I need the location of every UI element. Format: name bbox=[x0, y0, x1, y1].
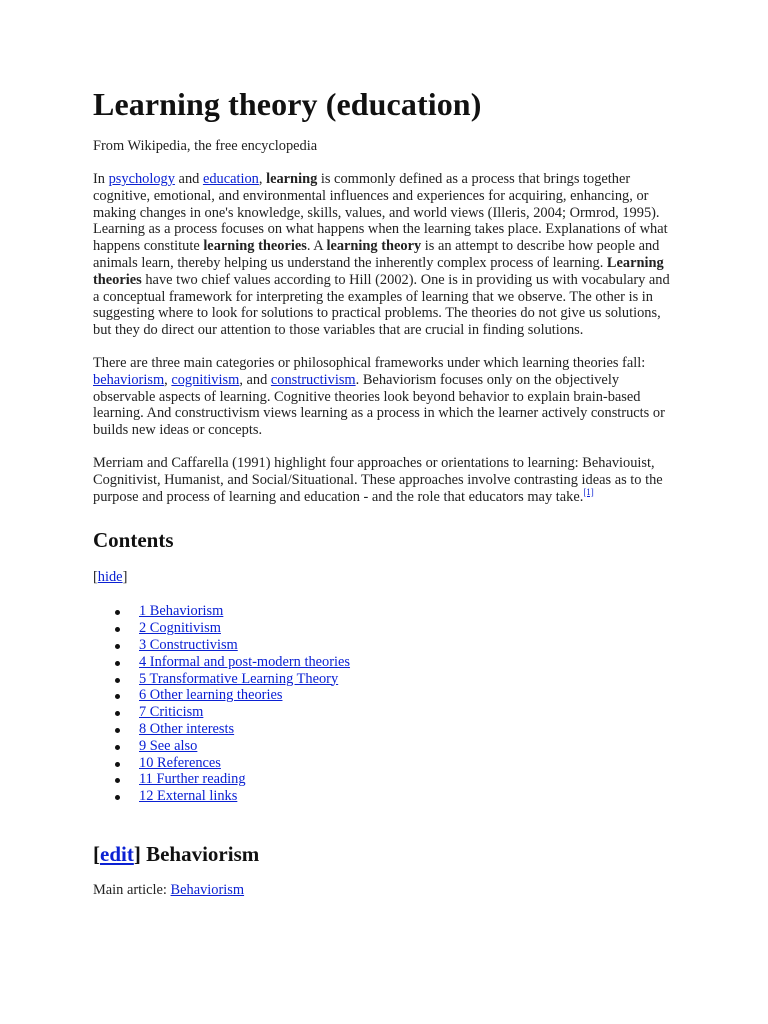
bold-term: learning bbox=[266, 171, 318, 187]
bold-term: Learning theories bbox=[93, 254, 664, 288]
text-run: , bbox=[258, 171, 267, 187]
main-article-link[interactable]: Behaviorism bbox=[170, 881, 245, 898]
text-run: Merriam and Caffarella (1991) highlight four approaches or orientations to learning: Behaviouist, Cognitivist, Humanist, and Social/Situational. These approaches involve contrasting ideas as to the purpose and process of learning and education - and the role that educators may take. bbox=[93, 454, 663, 505]
table-of-contents bbox=[93, 603, 675, 805]
bullet-icon bbox=[115, 728, 120, 733]
intro-paragraph-3 bbox=[93, 455, 675, 505]
toc-link-informal-postmodern[interactable]: 4 Informal and post-modern theories bbox=[139, 653, 351, 670]
site-tagline: From Wikipedia, the free encyclopedia bbox=[93, 138, 318, 154]
section-title: Behaviorism bbox=[140, 841, 260, 866]
toc-item bbox=[93, 704, 675, 721]
toc-item bbox=[93, 620, 675, 637]
bold-term: learning theory bbox=[326, 238, 422, 255]
toc-link-other-interests[interactable]: 8 Other interests bbox=[139, 720, 235, 737]
toc-item bbox=[93, 637, 675, 654]
bullet-icon bbox=[115, 778, 120, 783]
text-run: In bbox=[93, 171, 109, 187]
toc-link-see-also[interactable]: 9 See also bbox=[139, 737, 198, 754]
toc-item bbox=[93, 687, 675, 704]
bullet-icon bbox=[115, 711, 120, 716]
edit-section-link[interactable]: edit bbox=[100, 841, 134, 866]
bullet-icon bbox=[115, 644, 120, 649]
toc-link-other-theories[interactable]: 6 Other learning theories bbox=[139, 687, 283, 704]
intro-paragraph-1 bbox=[93, 171, 675, 339]
bracket: [ bbox=[93, 569, 98, 586]
bullet-icon bbox=[115, 627, 120, 632]
contents-heading: Contents bbox=[93, 528, 174, 553]
toc-link-behaviorism[interactable]: 1 Behaviorism bbox=[139, 603, 224, 620]
toc-item bbox=[93, 671, 675, 688]
psychology-link[interactable]: psychology bbox=[108, 171, 175, 187]
text-run: , bbox=[164, 371, 172, 388]
text-run: have two chief values according to Hill (2002). One is in providing us with vocabulary and a conceptual framework for interpreting the examples of learning that we observe. The other is in suggesting where to look for solutions to practical problems. The theories do not give us solutions, but they do direct our attention to those variables that are crucial in finding solutions. bbox=[93, 271, 670, 339]
bullet-icon bbox=[115, 678, 120, 683]
toc-link-transformative[interactable]: 5 Transformative Learning Theory bbox=[139, 670, 339, 687]
toc-toggle bbox=[93, 569, 675, 586]
toc-link-constructivism[interactable]: 3 Constructivism bbox=[139, 636, 238, 653]
bullet-icon bbox=[115, 795, 120, 800]
toc-link-external-links[interactable]: 12 External links bbox=[139, 788, 238, 805]
toc-link-criticism[interactable]: 7 Criticism bbox=[139, 704, 204, 721]
bracket: ] bbox=[122, 569, 128, 586]
bullet-icon bbox=[115, 745, 120, 750]
text-run: . A bbox=[306, 238, 327, 255]
bullet-icon bbox=[115, 694, 120, 699]
bullet-icon bbox=[115, 762, 120, 767]
section-heading-behaviorism bbox=[93, 841, 675, 867]
toc-link-cognitivism[interactable]: 2 Cognitivism bbox=[139, 620, 221, 637]
main-article-prefix: Main article: bbox=[93, 881, 171, 898]
toc-item bbox=[93, 738, 675, 755]
toc-item bbox=[93, 603, 675, 620]
education-link[interactable]: education bbox=[202, 171, 259, 187]
bullet-icon bbox=[115, 661, 120, 666]
page-title: Learning theory (education) bbox=[93, 86, 482, 122]
citation-link[interactable]: [1] bbox=[583, 486, 594, 497]
toc-item bbox=[93, 788, 675, 805]
cognitivism-link[interactable]: cognitivism bbox=[171, 371, 240, 388]
intro-paragraph-2 bbox=[93, 355, 675, 439]
text-run: . Behaviorism focuses only on the objectively observable aspects of learning. Cognitive theories look beyond behavior to explain brain-based learning. And constructivism views learning as a process in which the learner actively constructs or builds new ideas or concepts. bbox=[93, 371, 665, 439]
text-run: is commonly defined as a process that brings together cognitive, emotional, and environmental influences and experiences for acquiring, enhancing, or making changes in one's knowledge, skills, values, and world views (Illeris, 2004; Ormrod, 1995). Learning as a process focuses on what happens when the learning takes place. Explanations of what happens constitute bbox=[93, 171, 668, 255]
text-run: There are three main categories or philosophical frameworks under which learning theories fall: bbox=[93, 354, 646, 371]
main-article-note bbox=[93, 882, 675, 899]
bold-term: learning theories bbox=[203, 238, 307, 255]
toc-item bbox=[93, 721, 675, 738]
text-run: and bbox=[174, 171, 203, 187]
toc-item bbox=[93, 654, 675, 671]
bracket: [ bbox=[93, 841, 100, 866]
toc-link-further-reading[interactable]: 11 Further reading bbox=[139, 771, 246, 788]
text-run: is an attempt to describe how people and animals learn, thereby helping us understand the inherently complex process of learning. bbox=[93, 238, 660, 271]
toc-item bbox=[93, 771, 675, 788]
text-run: , and bbox=[239, 371, 271, 388]
toc-item bbox=[93, 755, 675, 772]
behaviorism-link[interactable]: behaviorism bbox=[93, 371, 165, 388]
toc-link-references[interactable]: 10 References bbox=[139, 754, 221, 771]
bullet-icon bbox=[115, 610, 120, 615]
constructivism-link[interactable]: constructivism bbox=[270, 371, 356, 388]
bracket: ] bbox=[133, 841, 141, 866]
hide-toc-link[interactable]: hide bbox=[97, 569, 123, 586]
